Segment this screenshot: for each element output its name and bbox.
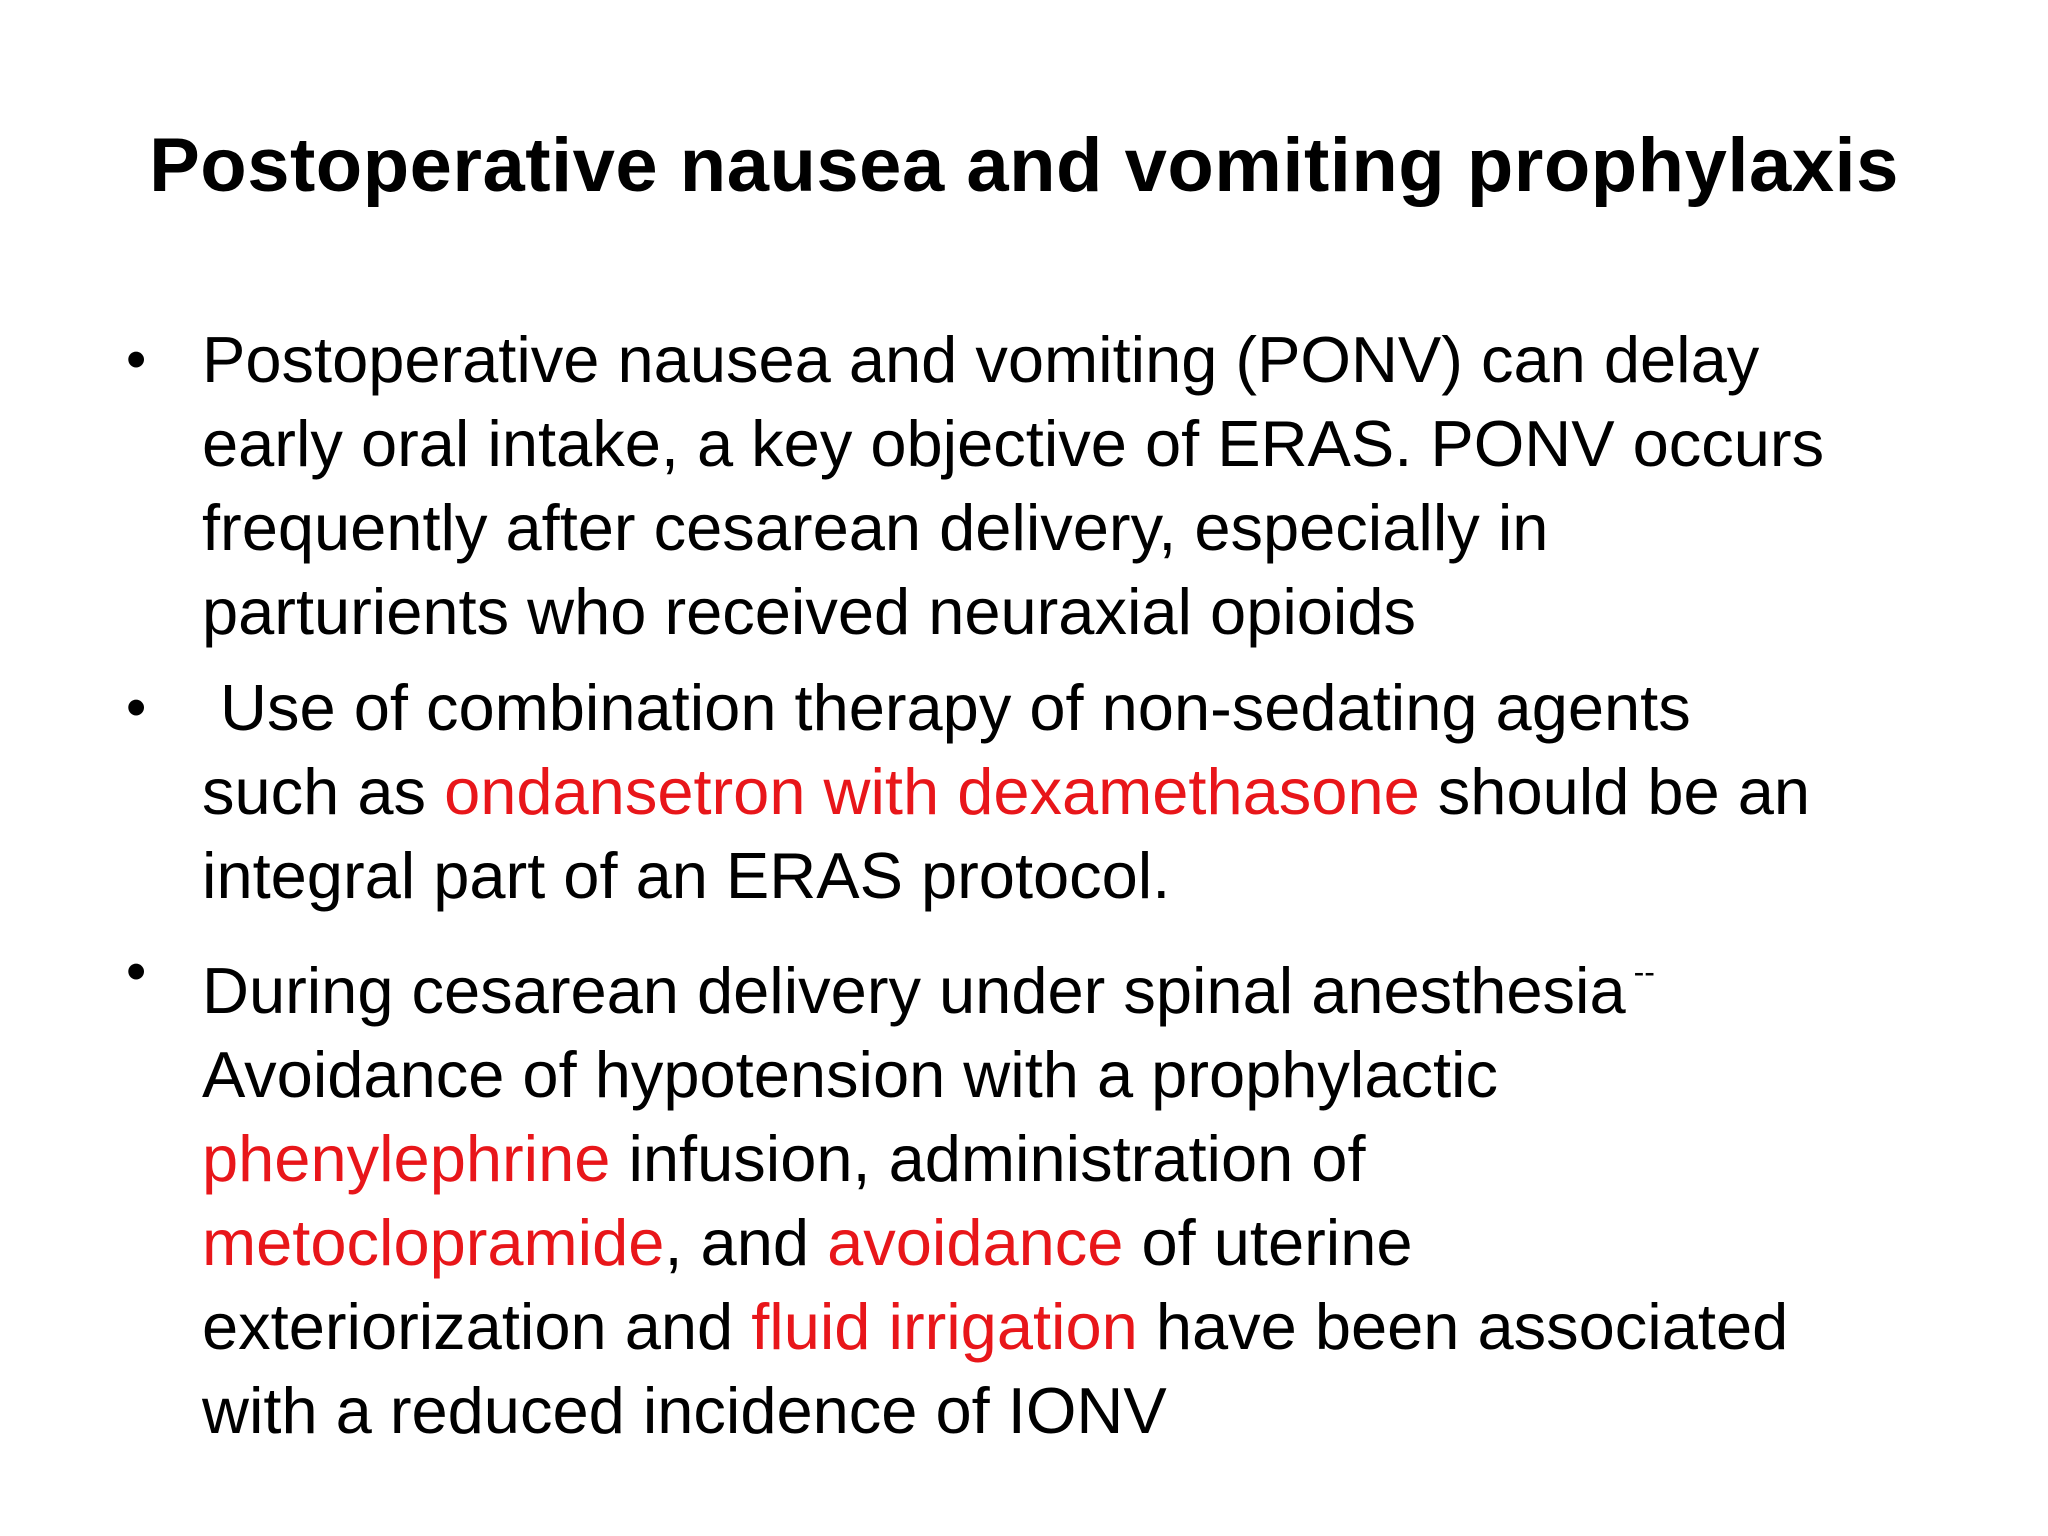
bullet-text: Use of combination therapy of non-sedating agents: [202, 671, 1691, 744]
bullet-text-line: Avoidance of hypotension with a prophylactic: [202, 1038, 1499, 1111]
bullet-text: have been associated: [1137, 1290, 1789, 1363]
highlight-avoidance: avoidance: [827, 1206, 1124, 1279]
bullet-text-line: integral part of an ERAS protocol.: [202, 839, 1171, 912]
highlight-fluid-irrigation: fluid irrigation: [751, 1290, 1138, 1363]
bullet-dot-icon: •: [126, 675, 147, 740]
highlight-metoclopramide: metoclopramide: [202, 1206, 665, 1279]
bullet-text-line: with a reduced incidence of IONV: [202, 1374, 1167, 1447]
bullet-text: During cesarean delivery under spinal anesthesia: [202, 954, 1626, 1027]
bullet-text-line: parturients who received neuraxial opioids: [202, 575, 1417, 648]
bullet-text: infusion, administration of: [610, 1122, 1366, 1195]
bullet-text: , and: [664, 1206, 828, 1279]
bullet-text-line: [202, 750, 1960, 834]
bullet-dot-icon: •: [126, 939, 147, 1004]
bullet-text-line: [202, 1117, 1960, 1201]
bullet-text: should be an: [1419, 755, 1811, 828]
bullet-text-line: [202, 930, 1960, 1033]
bullet-text-line: [202, 666, 1960, 750]
slide-title: Postoperative nausea and vomiting prophylaxis: [149, 123, 1899, 208]
bullet-text: of uterine: [1123, 1206, 1413, 1279]
highlight-phenylephrine: phenylephrine: [202, 1122, 611, 1195]
bullet-item-ponv-delay: [120, 318, 1960, 654]
superscript-mark: --: [1633, 954, 1655, 990]
bullet-dot-icon: •: [126, 327, 147, 392]
bullet-text-line: frequently after cesarean delivery, especially in: [202, 491, 1549, 564]
bullet-list: [120, 318, 1960, 1465]
highlight-drug-combination: ondansetron with dexamethasone: [444, 755, 1420, 828]
bullet-text-line: [202, 1201, 1960, 1285]
bullet-text: exteriorization and: [202, 1290, 752, 1363]
bullet-text-line: Postoperative nausea and vomiting (PONV) can delay: [202, 323, 1760, 396]
bullet-text: such as: [202, 755, 445, 828]
bullet-item-combination-therapy: [120, 666, 1960, 918]
bullet-text-line: early oral intake, a key objective of ERAS. PONV occurs: [202, 407, 1825, 480]
bullet-item-spinal-anesthesia: [120, 930, 1960, 1453]
bullet-text-line: [202, 1285, 1960, 1369]
